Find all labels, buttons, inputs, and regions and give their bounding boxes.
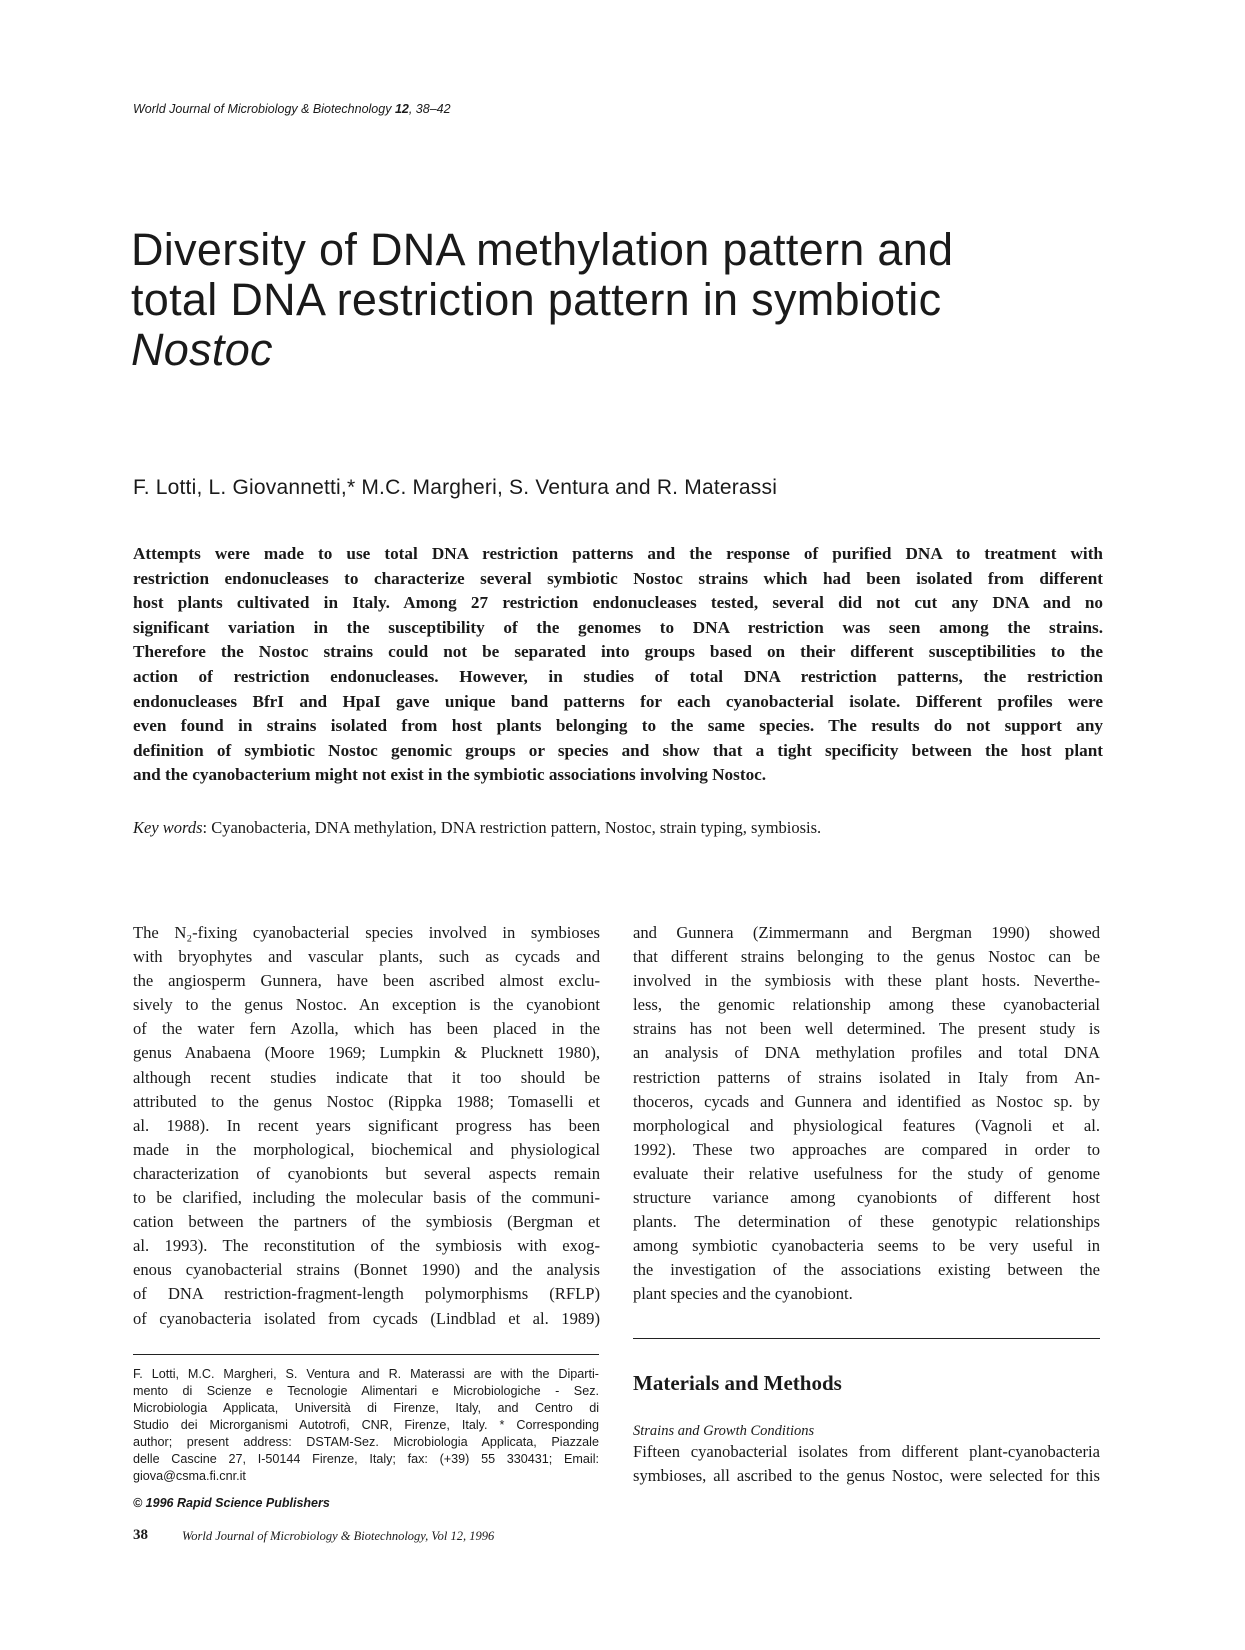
body-line: plant species and the cyanobiont. (633, 1284, 853, 1304)
section-divider (633, 1338, 1100, 1339)
footnote-line: author; present address: DSTAM-Sez. Microbiologia Applicata, Piazzale (133, 1435, 599, 1449)
body-line: made in the morphological, biochemical and physiological (133, 1139, 600, 1159)
footnote-line: delle Cascine 27, I-50144 Firenze, Italy; fax: (+39) 55 330431; Email: (133, 1452, 599, 1466)
body-line: among symbiotic cyanobacteria seems to be very useful in (633, 1236, 1100, 1256)
methods-paragraph (633, 1440, 1100, 1488)
footnote-divider (133, 1354, 599, 1355)
body-line: Fifteen cyanobacterial isolates from different plant-cyanobacteria (633, 1442, 1100, 1461)
journal-pages: , 38–42 (408, 102, 451, 116)
body-line: morphological and physiological features (Vagnoli et al. (633, 1115, 1100, 1135)
title-line-1: Diversity of DNA methylation pattern and (131, 224, 954, 275)
copyright-notice: © 1996 Rapid Science Publishers (133, 1496, 330, 1510)
body-line: structure variance among cyanobionts of different host (633, 1188, 1100, 1208)
running-header (133, 102, 451, 116)
footnote-line: F. Lotti, M.C. Margheri, S. Ventura and R. Materassi are with the Diparti- (133, 1367, 599, 1381)
abstract-line: restriction endonucleases to characterize several symbiotic Nostoc strains which had been isolated from different (133, 568, 1103, 588)
body-line: sively to the genus Nostoc. An exception is the cyanobiont (133, 995, 600, 1015)
body-line: genus Anabaena (Moore 1969; Lumpkin & Plucknett 1980), (133, 1043, 600, 1063)
body-line: less, the genomic relationship among these cyanobacterial (633, 995, 1100, 1015)
author-affiliation-footnote (133, 1366, 599, 1485)
body-line: with bryophytes and vascular plants, such as cycads and (133, 947, 600, 967)
title-line-2: total DNA restriction pattern in symbiotic (131, 274, 942, 325)
body-line: the angiosperm Gunnera, have been ascribed almost exclu- (133, 971, 600, 991)
abstract-line: endonucleases BfrI and HpaI gave unique band patterns for each cyanobacterial isolate. Different profiles were (133, 691, 1103, 711)
journal-name: World Journal of Microbiology & Biotechnology (133, 102, 392, 116)
body-column-left (133, 921, 600, 1331)
body-line: strains has not been well determined. The present study is (633, 1019, 1100, 1039)
body-line: that different strains belonging to the genus Nostoc can be (633, 947, 1100, 967)
title-line-3: Nostoc (131, 324, 273, 375)
body-line: of DNA restriction-fragment-length polymorphisms (RFLP) (133, 1284, 600, 1304)
body-line: symbioses, all ascribed to the genus Nostoc, were selected for this (633, 1466, 1100, 1486)
body-line: and Gunnera (Zimmermann and Bergman 1990) showed (633, 923, 1100, 942)
body-line: evaluate their relative usefulness for the study of genome (633, 1163, 1100, 1183)
body-line: plants. The determination of these genotypic relationships (633, 1212, 1100, 1232)
body-line: of the water fern Azolla, which has been placed in the (133, 1019, 600, 1039)
footnote-line: giova@csma.fi.cnr.it (133, 1469, 246, 1483)
author-list: F. Lotti, L. Giovannetti,* M.C. Margheri, S. Ventura and R. Materassi (133, 476, 778, 499)
footnote-line: Microbiologia Applicata, Università di Firenze, Italy, and Centro di (133, 1401, 599, 1415)
body-line: The N₂-fixing cyanobacterial species involved in symbioses (133, 923, 600, 942)
footnote-line: mento di Scienze e Tecnologie Alimentari e Microbiologiche - Sez. (133, 1384, 599, 1398)
body-line: characterization of cyanobionts but several aspects remain (133, 1163, 600, 1183)
body-line: enous cyanobacterial strains (Bonnet 1990) and the analysis (133, 1260, 600, 1280)
abstract-line: definition of symbiotic Nostoc genomic groups or species and show that a tight specificity between the host plant (133, 740, 1103, 760)
body-line: attributed to the genus Nostoc (Rippka 1988; Tomaselli et (133, 1091, 600, 1111)
body-line: 1992). These two approaches are compared in order to (633, 1139, 1100, 1159)
abstract (133, 542, 1103, 788)
abstract-line: action of restriction endonucleases. However, in studies of total DNA restriction patterns, the restriction (133, 666, 1103, 686)
body-line: al. 1988). In recent years significant progress has been (133, 1115, 600, 1135)
body-column-right (633, 921, 1100, 1307)
keywords-label: Key words (133, 818, 203, 837)
abstract-line: host plants cultivated in Italy. Among 27 restriction endonucleases tested, several did not cut any DNA and no (133, 593, 1103, 613)
abstract-line: significant variation in the susceptibility of the genomes to DNA restriction was seen among the strains. (133, 617, 1103, 637)
body-line: involved in the symbiosis with these plant hosts. Neverthe- (633, 971, 1100, 991)
body-line: restriction patterns of strains isolated in Italy from An- (633, 1067, 1100, 1087)
keywords (133, 818, 821, 838)
body-line: although recent studies indicate that it too should be (133, 1067, 600, 1087)
body-line: an analysis of DNA methylation profiles and total DNA (633, 1043, 1100, 1063)
page-number: 38 (133, 1527, 148, 1543)
abstract-line: Therefore the Nostoc strains could not be separated into groups based on their different susceptibilities to the (133, 642, 1103, 662)
body-line: al. 1993). The reconstitution of the symbiosis with exog- (133, 1236, 600, 1256)
body-line: of cyanobacteria isolated from cycads (Lindblad et al. 1989) (133, 1308, 600, 1328)
body-line: cation between the partners of the symbiosis (Bergman et (133, 1212, 600, 1232)
journal-volume: 12 (394, 102, 409, 116)
section-heading: Materials and Methods (633, 1371, 842, 1395)
article-title (131, 225, 1111, 375)
body-line: the investigation of the associations existing between the (633, 1260, 1100, 1280)
abstract-line: Attempts were made to use total DNA restriction patterns and the response of purified DNA to treatment with (133, 544, 1103, 563)
subsection-heading: Strains and Growth Conditions (633, 1423, 815, 1439)
keywords-text: : Cyanobacteria, DNA methylation, DNA restriction pattern, Nostoc, strain typing, symbiosis. (202, 818, 822, 837)
abstract-line: and the cyanobacterium might not exist in the symbiotic associations involving Nostoc. (133, 765, 767, 785)
body-line: to be clarified, including the molecular basis of the communi- (133, 1188, 600, 1208)
footnote-line: Studio dei Microrganismi Autotrofi, CNR, Firenze, Italy. * Corresponding (133, 1418, 599, 1432)
abstract-line: even found in strains isolated from host plants belonging to the same species. The results do not support any (133, 716, 1103, 736)
body-line: thoceros, cycads and Gunnera and identified as Nostoc sp. by (633, 1091, 1100, 1111)
footer-journal-citation: World Journal of Microbiology & Biotechnology, Vol 12, 1996 (182, 1529, 495, 1543)
